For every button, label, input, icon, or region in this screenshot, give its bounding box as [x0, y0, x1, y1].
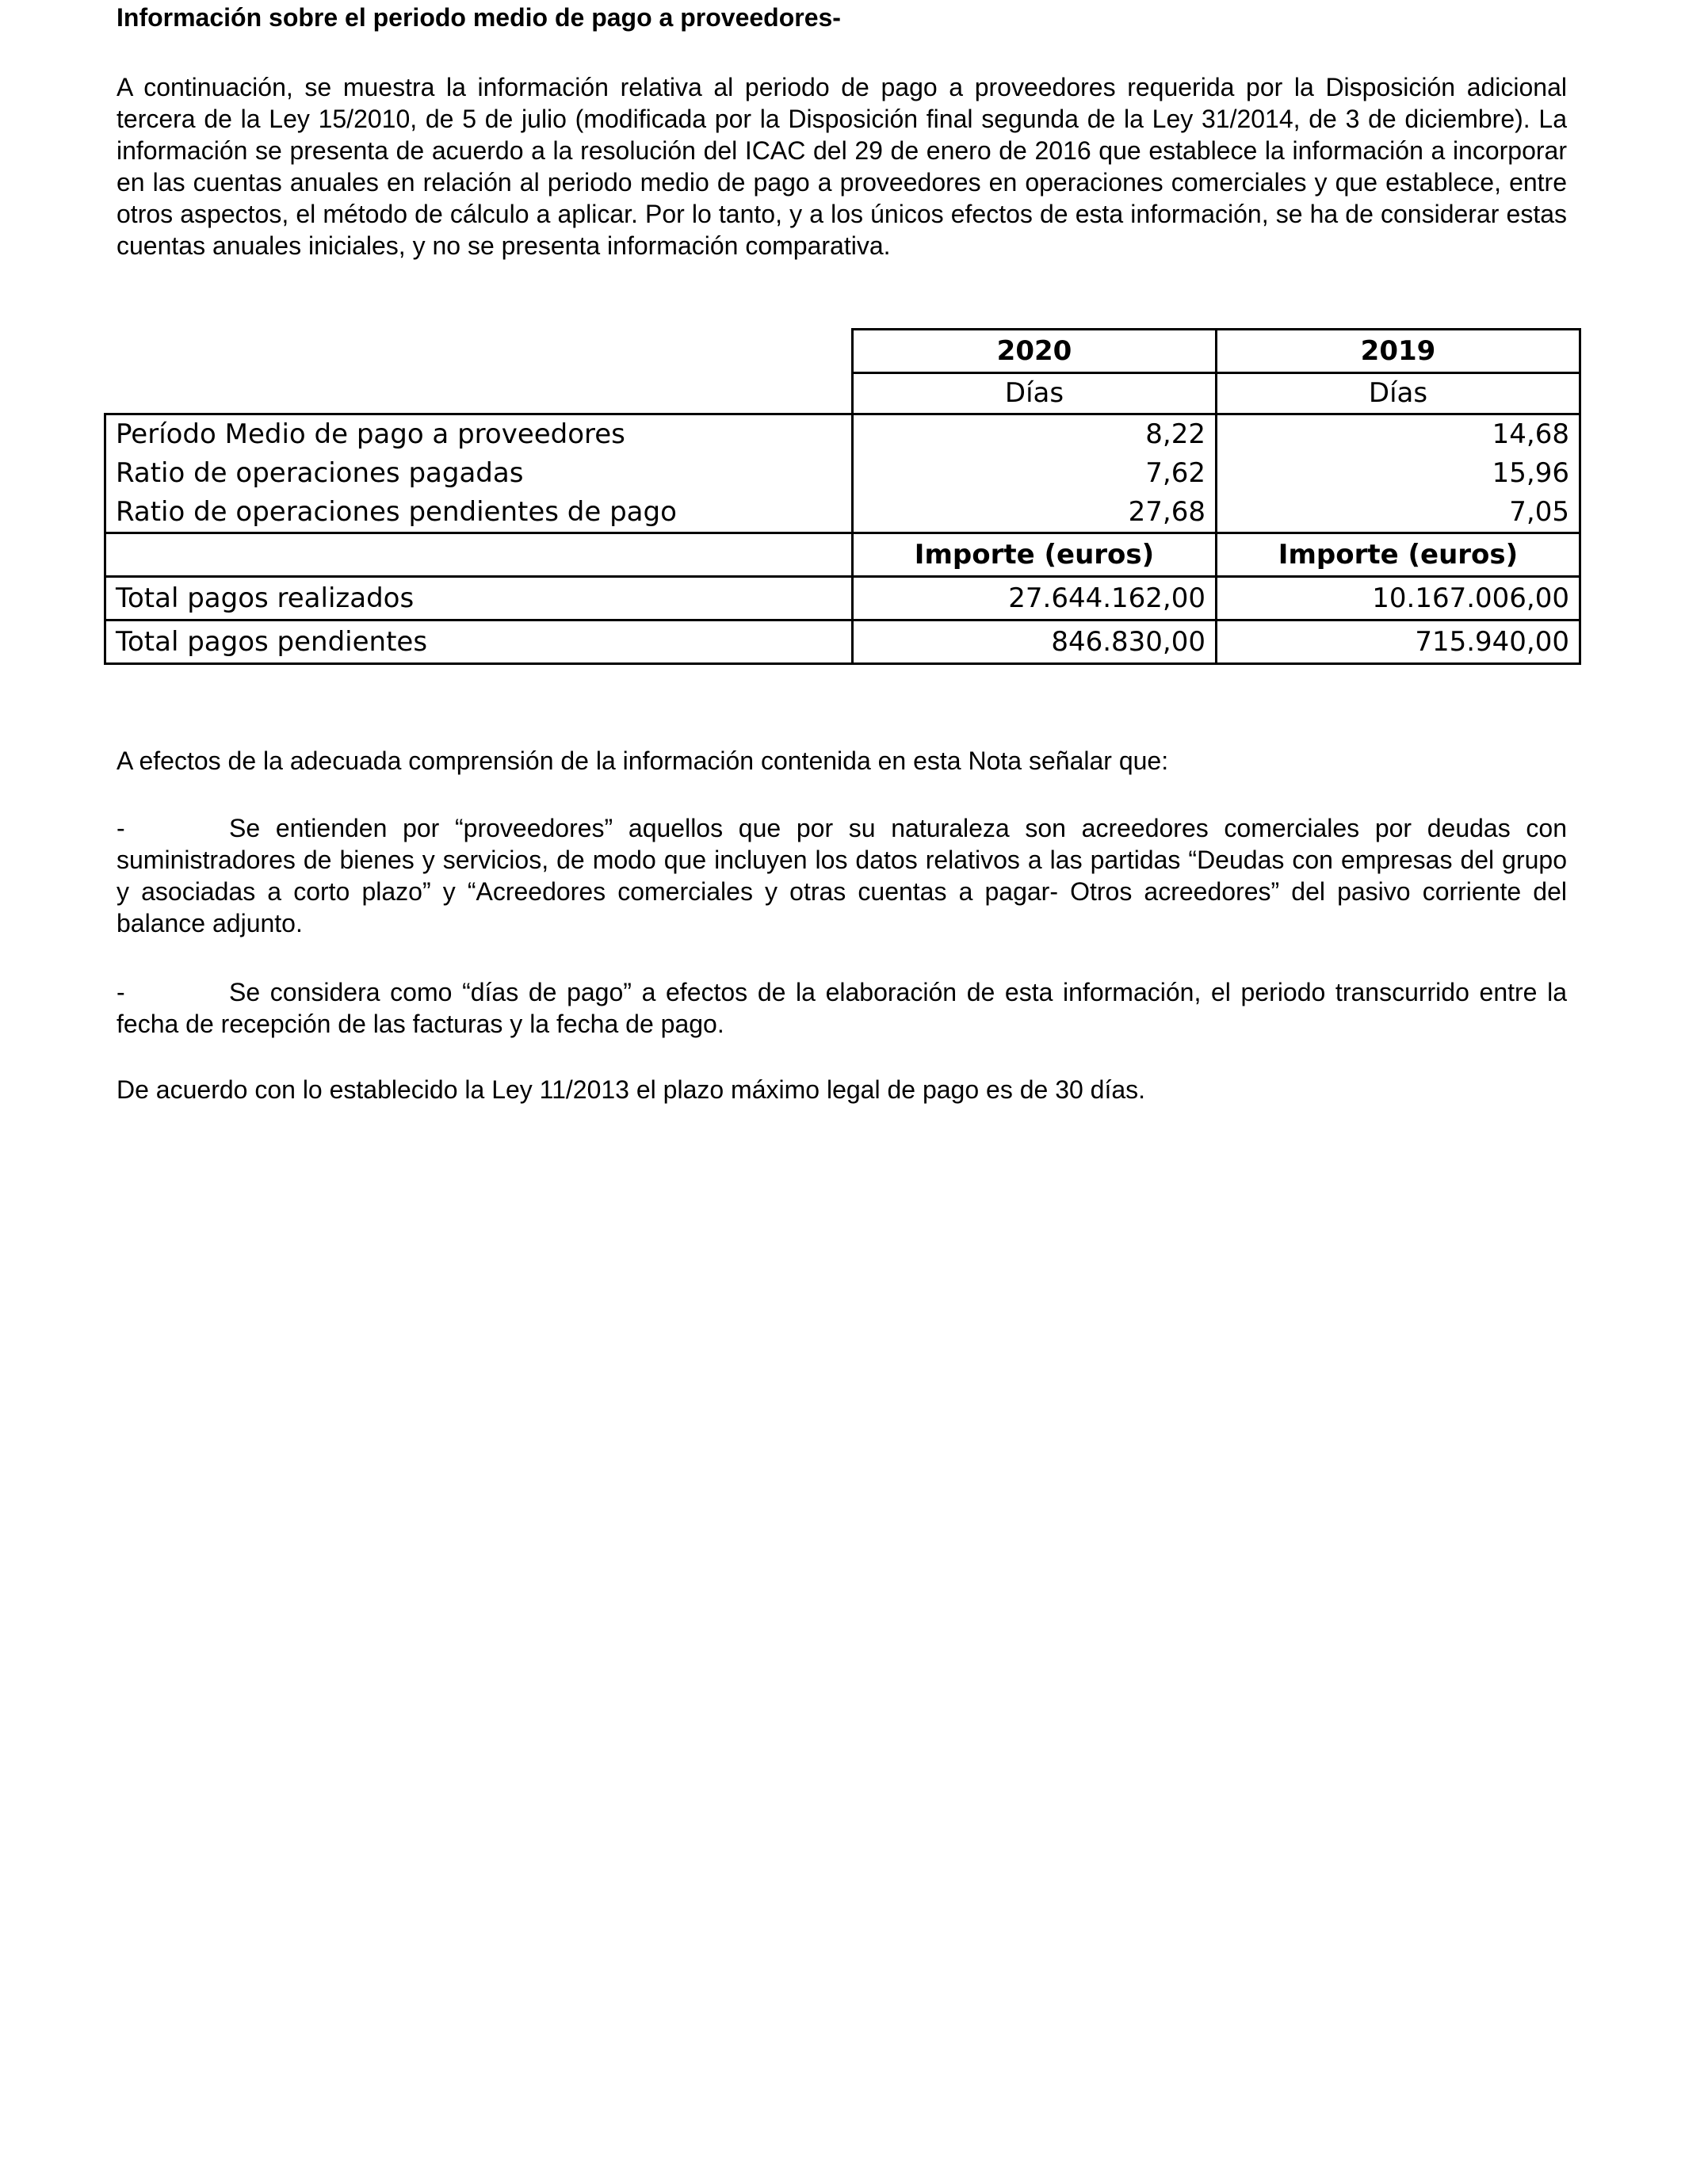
table-row-unit-days — [105, 373, 1580, 414]
table-row — [105, 454, 1580, 493]
section-title: Información sobre el periodo medio de pago a proveedores- — [117, 3, 841, 32]
table-cell-value: 7,62 — [853, 454, 1217, 493]
table-row-label: Ratio de operaciones pagadas — [105, 454, 853, 493]
table-row — [105, 493, 1580, 533]
bullet-text: Se considera como “días de pago” a efectos de la elaboración de esta información, el periodo transcurrido entre la fecha de recepción de las facturas y la fecha de pago. — [117, 978, 1567, 1038]
closing-paragraph: De acuerdo con lo establecido la Ley 11/2013 el plazo máximo legal de pago es de 30 días. — [117, 1075, 1146, 1104]
table-row — [105, 577, 1580, 620]
bullet-text: Se entienden por “proveedores” aquellos que por su naturaleza son acreedores comerciales por deudas con suministradores de bienes y servicios, de modo que incluyen los datos relativos a las partidas “Deudas con empresas del grupo y asociadas a corto plazo” y “Acreedores comerciales y otras cuentas a pagar- Otros acreedores” del pasivo corriente del balance adjunto. — [117, 814, 1567, 937]
table-row-years — [105, 330, 1580, 373]
bullet-dash: - — [117, 978, 125, 1006]
intro-paragraph: A continuación, se muestra la información relativa al periodo de pago a proveedores requerida por la Disposición adicional tercera de la Ley 15/2010, de 5 de julio (modificada por la Disposición final segunda de la Ley 31/2014, de 3 de diciembre). La información se presenta de acuerdo a la resolución del ICAC del 29 de enero de 2016 que establece la información a incorporar en las cuentas anuales en relación al periodo medio de pago a proveedores en operaciones comerciales y que establece, entre otros aspectos, el método de cálculo a aplicar. Por lo tanto, y a los únicos efectos de esta información, se ha de considerar estas cuentas anuales iniciales, y no se presenta información comparativa. — [117, 73, 1567, 260]
table-row-label: Total pagos pendientes — [105, 620, 853, 664]
table-cell-value: 846.830,00 — [853, 620, 1217, 664]
table-unit-amount-2019: Importe (euros) — [1217, 533, 1580, 577]
table-cell-value: 8,22 — [853, 414, 1217, 455]
table-cell-value: 715.940,00 — [1217, 620, 1580, 664]
table-row-label: Período Medio de pago a proveedores — [105, 414, 853, 455]
table-cell-value: 27.644.162,00 — [853, 577, 1217, 620]
table-unit-amount-2020: Importe (euros) — [853, 533, 1217, 577]
table-cell-value: 7,05 — [1217, 493, 1580, 533]
table-row-unit-amount — [105, 533, 1580, 577]
table-cell-value: 14,68 — [1217, 414, 1580, 455]
table-row-label: Total pagos realizados — [105, 577, 853, 620]
table-row — [105, 414, 1580, 455]
table-cell-value: 10.167.006,00 — [1217, 577, 1580, 620]
table-unit-days-2020: Días — [853, 373, 1217, 414]
table-cell-empty — [105, 373, 853, 414]
list-item — [117, 976, 1567, 1040]
table-cell-empty — [105, 533, 853, 577]
table-header-year-2019: 2019 — [1217, 330, 1580, 373]
table-cell-value: 15,96 — [1217, 454, 1580, 493]
table-row-label: Ratio de operaciones pendientes de pago — [105, 493, 853, 533]
efectos-paragraph: A efectos de la adecuada comprensión de la información contenida en esta Nota señalar que: — [117, 746, 1169, 775]
table-header-year-2020: 2020 — [853, 330, 1217, 373]
list-item — [117, 812, 1567, 939]
bullet-dash: - — [117, 814, 125, 842]
payment-period-table — [104, 328, 1581, 665]
table-row — [105, 620, 1580, 664]
table-cell-empty — [105, 330, 853, 373]
table-cell-value: 27,68 — [853, 493, 1217, 533]
table-unit-days-2019: Días — [1217, 373, 1580, 414]
